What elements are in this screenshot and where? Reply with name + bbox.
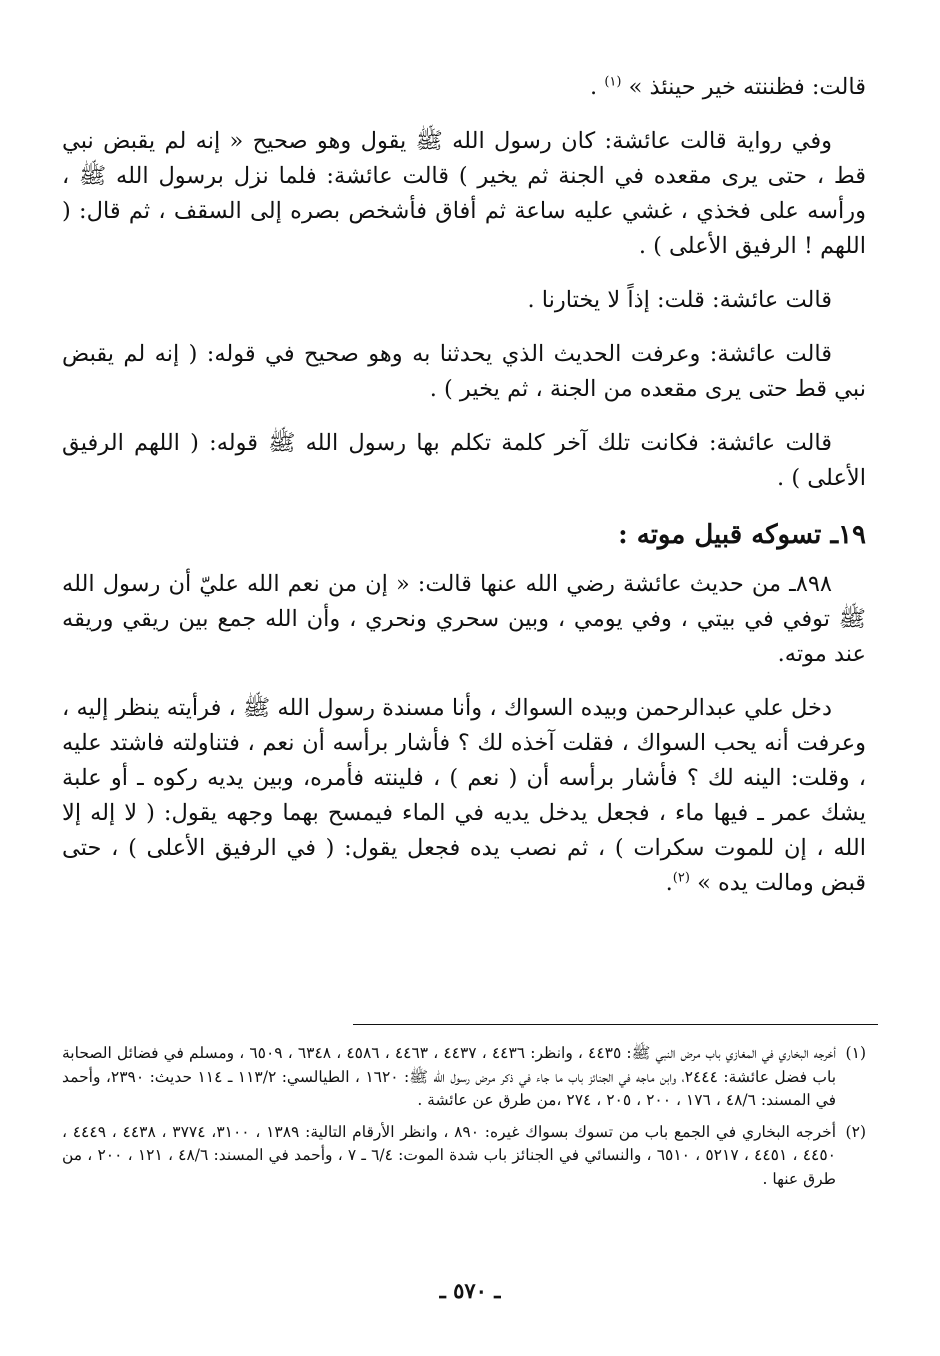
paragraph-3: قالت عائشة: قلت: إذاً لا يختارنا . bbox=[527, 287, 832, 313]
paragraph-siwak bbox=[62, 691, 866, 901]
footnote-2-number: (٢) bbox=[845, 1122, 866, 1141]
paragraph-1-text: قالت: فظننته خير حينئذ » bbox=[621, 74, 866, 100]
footnote-ref-1: (١) bbox=[604, 74, 622, 90]
paragraph-1 bbox=[62, 70, 866, 105]
footnote-2 bbox=[62, 1121, 866, 1192]
footnote-ref-2: (٢) bbox=[672, 870, 690, 886]
footnote-1-text: أخرجه البخاري في المغازي باب مرض النبي ﷺ: ٤٤٣٥ ، وانظر: ٤٤٣٦ ، ٤٤٣٧ ، ٤٤٦٣ ، ٤٥٨٦ ، ٦٣٤٨ ، ٦٥٠٩ ، ومسلم في فضائل الصحابة باب فضل عائشة: ٢٤٤٤، وابن ماجه في الجنائز باب ما جاء في ذكر مرض رسول الله ﷺ: ١٦٢٠ ، الطيالسي: ١١٣/٢ ـ ١١٤ حديث: ٢٣٩٠، وأحمد في المسند: ٤٨/٦ ، ١٧٦ ، ٢٠٠ ، ٢٠٥ ، ٢٧٤ ،من طرق عن عائشة . bbox=[62, 1044, 837, 1109]
page-number: ـ ٥٧٠ ـ bbox=[439, 1278, 501, 1303]
main-text bbox=[62, 70, 866, 915]
footnote-1-number: (١) bbox=[845, 1044, 866, 1062]
paragraph-5: قالت عائشة: فكانت تلك آخر كلمة تكلم بها رسول الله ﷺ قوله: ( اللهم الرفيق الأعلى ) . bbox=[62, 430, 866, 491]
hadith-898: ٨٩٨ـ من حديث عائشة رضي الله عنها قالت: « إن من نعم الله عليّ أن رسول الله ﷺ توفي في بيتي ، وفي يومي ، وبين سحري ونحري ، وأن الله جمع بين ريقي وريقه عند موته. bbox=[62, 571, 866, 667]
footnotes bbox=[62, 1042, 866, 1199]
paragraph-1-tail: . bbox=[590, 74, 605, 100]
footnote-1 bbox=[62, 1042, 866, 1113]
paragraph-siwak-text: دخل علي عبدالرحمن وبيده السواك ، وأنا مسندة رسول الله ﷺ ، فرأيته ينظر إليه ، وعرفت أنه يحب السواك ، فقلت آخذه لك ؟ فأشار برأسه أن نعم ، فتناولته فاشتد عليه ، وقلت: الينه لك ؟ فأشار برأسه أن ( نعم ) ، فلينته فأمره، وبين يديه ركوه ـ أو علبة يشك عمر ـ فيها ماء ، فجعل يدخل يديه في الماء فيمسح بهما وجهه يقول: ( لا إله إلا الله ، إن للموت سكرات ) ، ثم نصب يده فجعل يقول: ( في الرفيق الأعلى ) ، حتى قبض ومالت يده » bbox=[62, 695, 866, 896]
footnote-separator bbox=[353, 1024, 878, 1025]
paragraph-2: وفي رواية قالت عائشة: كان رسول الله ﷺ يقول وهو صحيح « إنه لم يقبض نبي قط ، حتى يرى مقعده في الجنة ثم يخير ) قالت عائشة: فلما نزل برسول الله ﷺ ، ورأسه على فخذي ، غشي عليه ساعة ثم أفاق فأشخص بصره إلى السقف ، ثم قال: ( اللهم ! الرفيق الأعلى ) . bbox=[62, 128, 866, 259]
section-heading: ١٩ـ تسوكه قبيل موته : bbox=[618, 520, 866, 550]
footnote-2-text: أخرجه البخاري في الجمع باب من تسوك بسواك غيره: ٨٩٠ ، وانظر الأرقام التالية: ١٣٨٩ ، ٣١٠٠، ٣٧٧٤ ، ٤٤٣٨ ، ٤٤٤٩ ، ٤٤٥٠ ، ٤٤٥١ ، ٥٢١٧ ، ٦٥١٠ ، والنسائي في الجنائز باب شدة الموت: ٦/٤ ـ ٧ ، وأحمد في المسند: ٤٨/٦ ، ١٢١ ، ٢٠٠ ، من طرق عنها . bbox=[62, 1122, 837, 1188]
paragraph-siwak-tail: . bbox=[665, 870, 673, 896]
paragraph-4: قالت عائشة: وعرفت الحديث الذي يحدثنا به وهو صحيح في قوله: ( إنه لم يقبض نبي قط حتى يرى مقعده من الجنة ، ثم يخير ) . bbox=[62, 341, 866, 402]
